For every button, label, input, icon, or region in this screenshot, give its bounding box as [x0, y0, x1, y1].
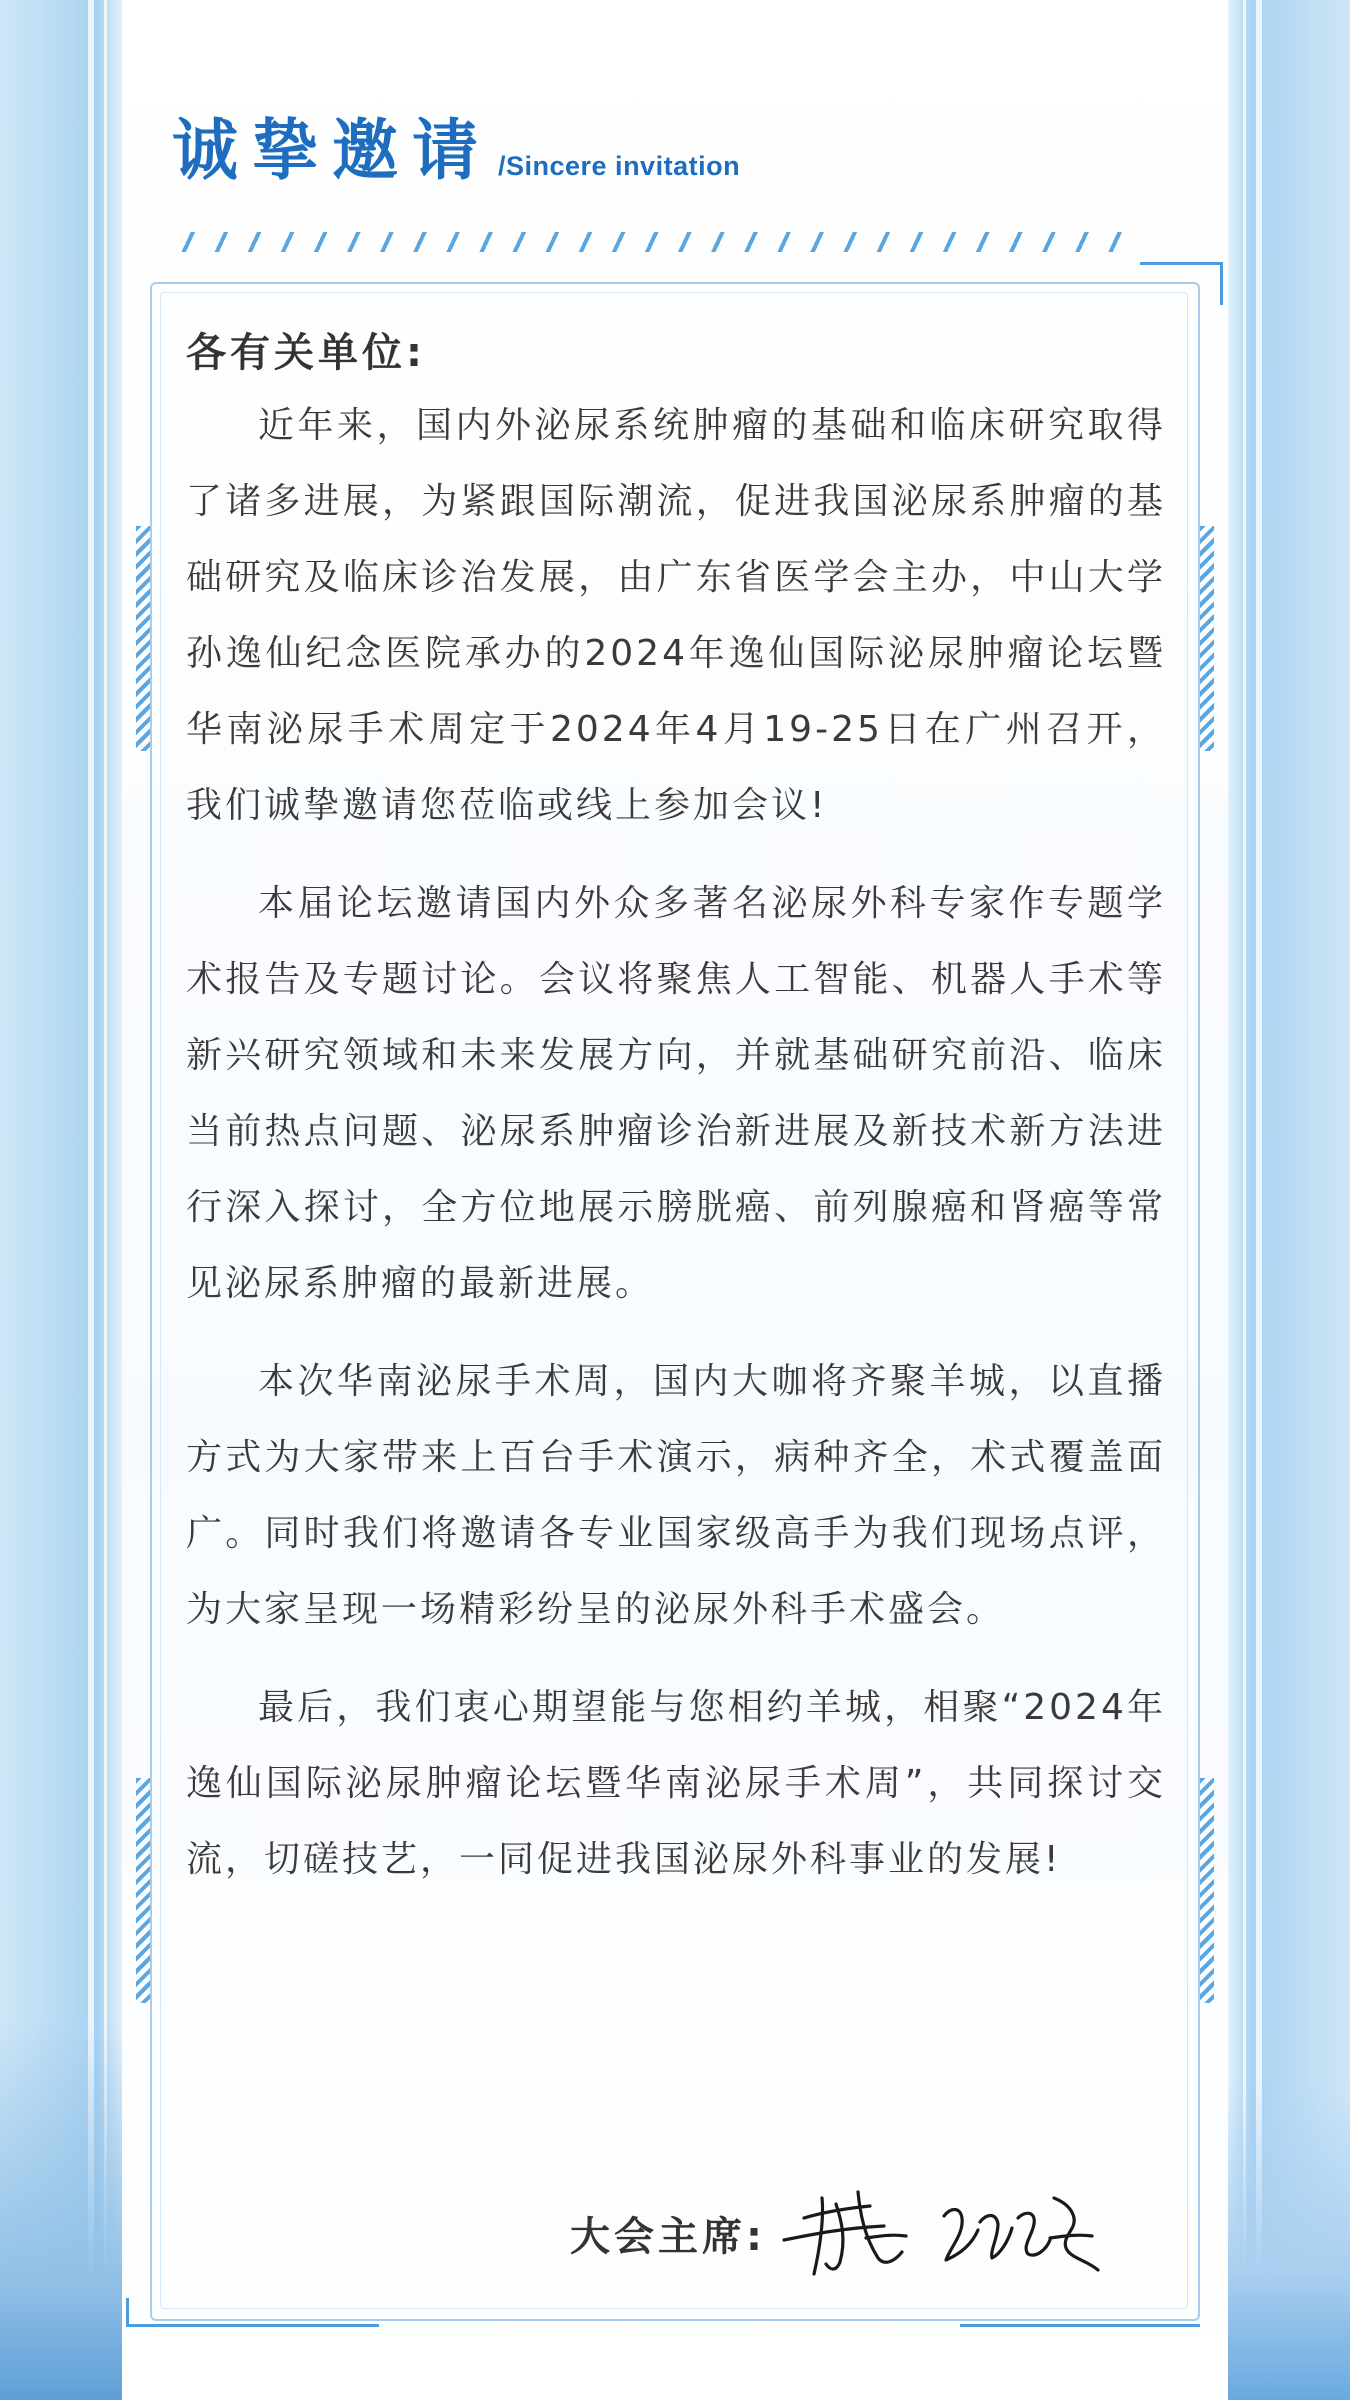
paragraph-3: 本次华南泌尿手术周，国内大咖将齐聚羊城，以直播方式为大家带来上百台手术演示，病种齐全，术式覆盖面广。同时我们将邀请各专业国家级高手为我们现场点评，为大家呈现一场精彩纷呈的泌尿外科手术盛会。	[186, 1361, 1166, 1630]
frame-hatch-left-bottom	[136, 1778, 150, 2003]
right-decorative-panel	[1228, 0, 1350, 2400]
frame-hatch-left-top	[136, 526, 150, 751]
paragraph-2: 本届论坛邀请国内外众多著名泌尿外科专家作专题学术报告及专题讨论。会议将聚焦人工智能、机器人手术等新兴研究领域和未来发展方向，并就基础研究前沿、临床当前热点问题、泌尿系肿瘤诊治新进展及新技术新方法进行深入探讨，全方位地展示膀胱癌、前列腺癌和肾癌等常见泌尿系肿瘤的最新进展。	[186, 883, 1166, 1304]
letter-body	[186, 318, 1166, 1898]
slash-divider	[172, 232, 1132, 252]
paragraph-4: 最后，我们衷心期望能与您相约羊城，相聚“2024年逸仙国际泌尿肿瘤论坛暨华南泌尿手术周”，共同探讨交流，切磋技艺，一同促进我国泌尿外科事业的发展!	[186, 1687, 1166, 1880]
title-chinese: 诚挚邀请	[172, 112, 492, 189]
page-title	[172, 112, 741, 189]
right-stripe	[1256, 0, 1262, 2400]
greeting: 各有关单位:	[186, 330, 426, 376]
handwritten-signature	[774, 2178, 1114, 2288]
right-stripe-thin	[1243, 0, 1246, 2400]
title-english: /Sincere invitation	[498, 151, 741, 181]
frame-hatch-right-top	[1200, 526, 1214, 751]
right-mountain-scene	[1228, 2080, 1350, 2400]
signature-block	[570, 2178, 1114, 2288]
paragraph-1: 近年来，国内外泌尿系统肿瘤的基础和临床研究取得了诸多进展，为紧跟国际潮流，促进我国泌尿系肿瘤的基础研究及临床诊治发展，由广东省医学会主办，中山大学孙逸仙纪念医院承办的2024年逸仙国际泌尿肿瘤论坛暨华南泌尿手术周定于2024年4月19-25日在广州召开，我们诚挚邀请您莅临或线上参加会议!	[186, 405, 1166, 826]
frame-corner-accent-bottom-right	[960, 2298, 1200, 2327]
signature-label: 大会主席:	[570, 2213, 766, 2260]
left-cityscape	[0, 2020, 122, 2400]
frame-hatch-right-bottom	[1200, 1778, 1214, 2003]
frame-corner-accent-bottom-left	[126, 2298, 379, 2327]
